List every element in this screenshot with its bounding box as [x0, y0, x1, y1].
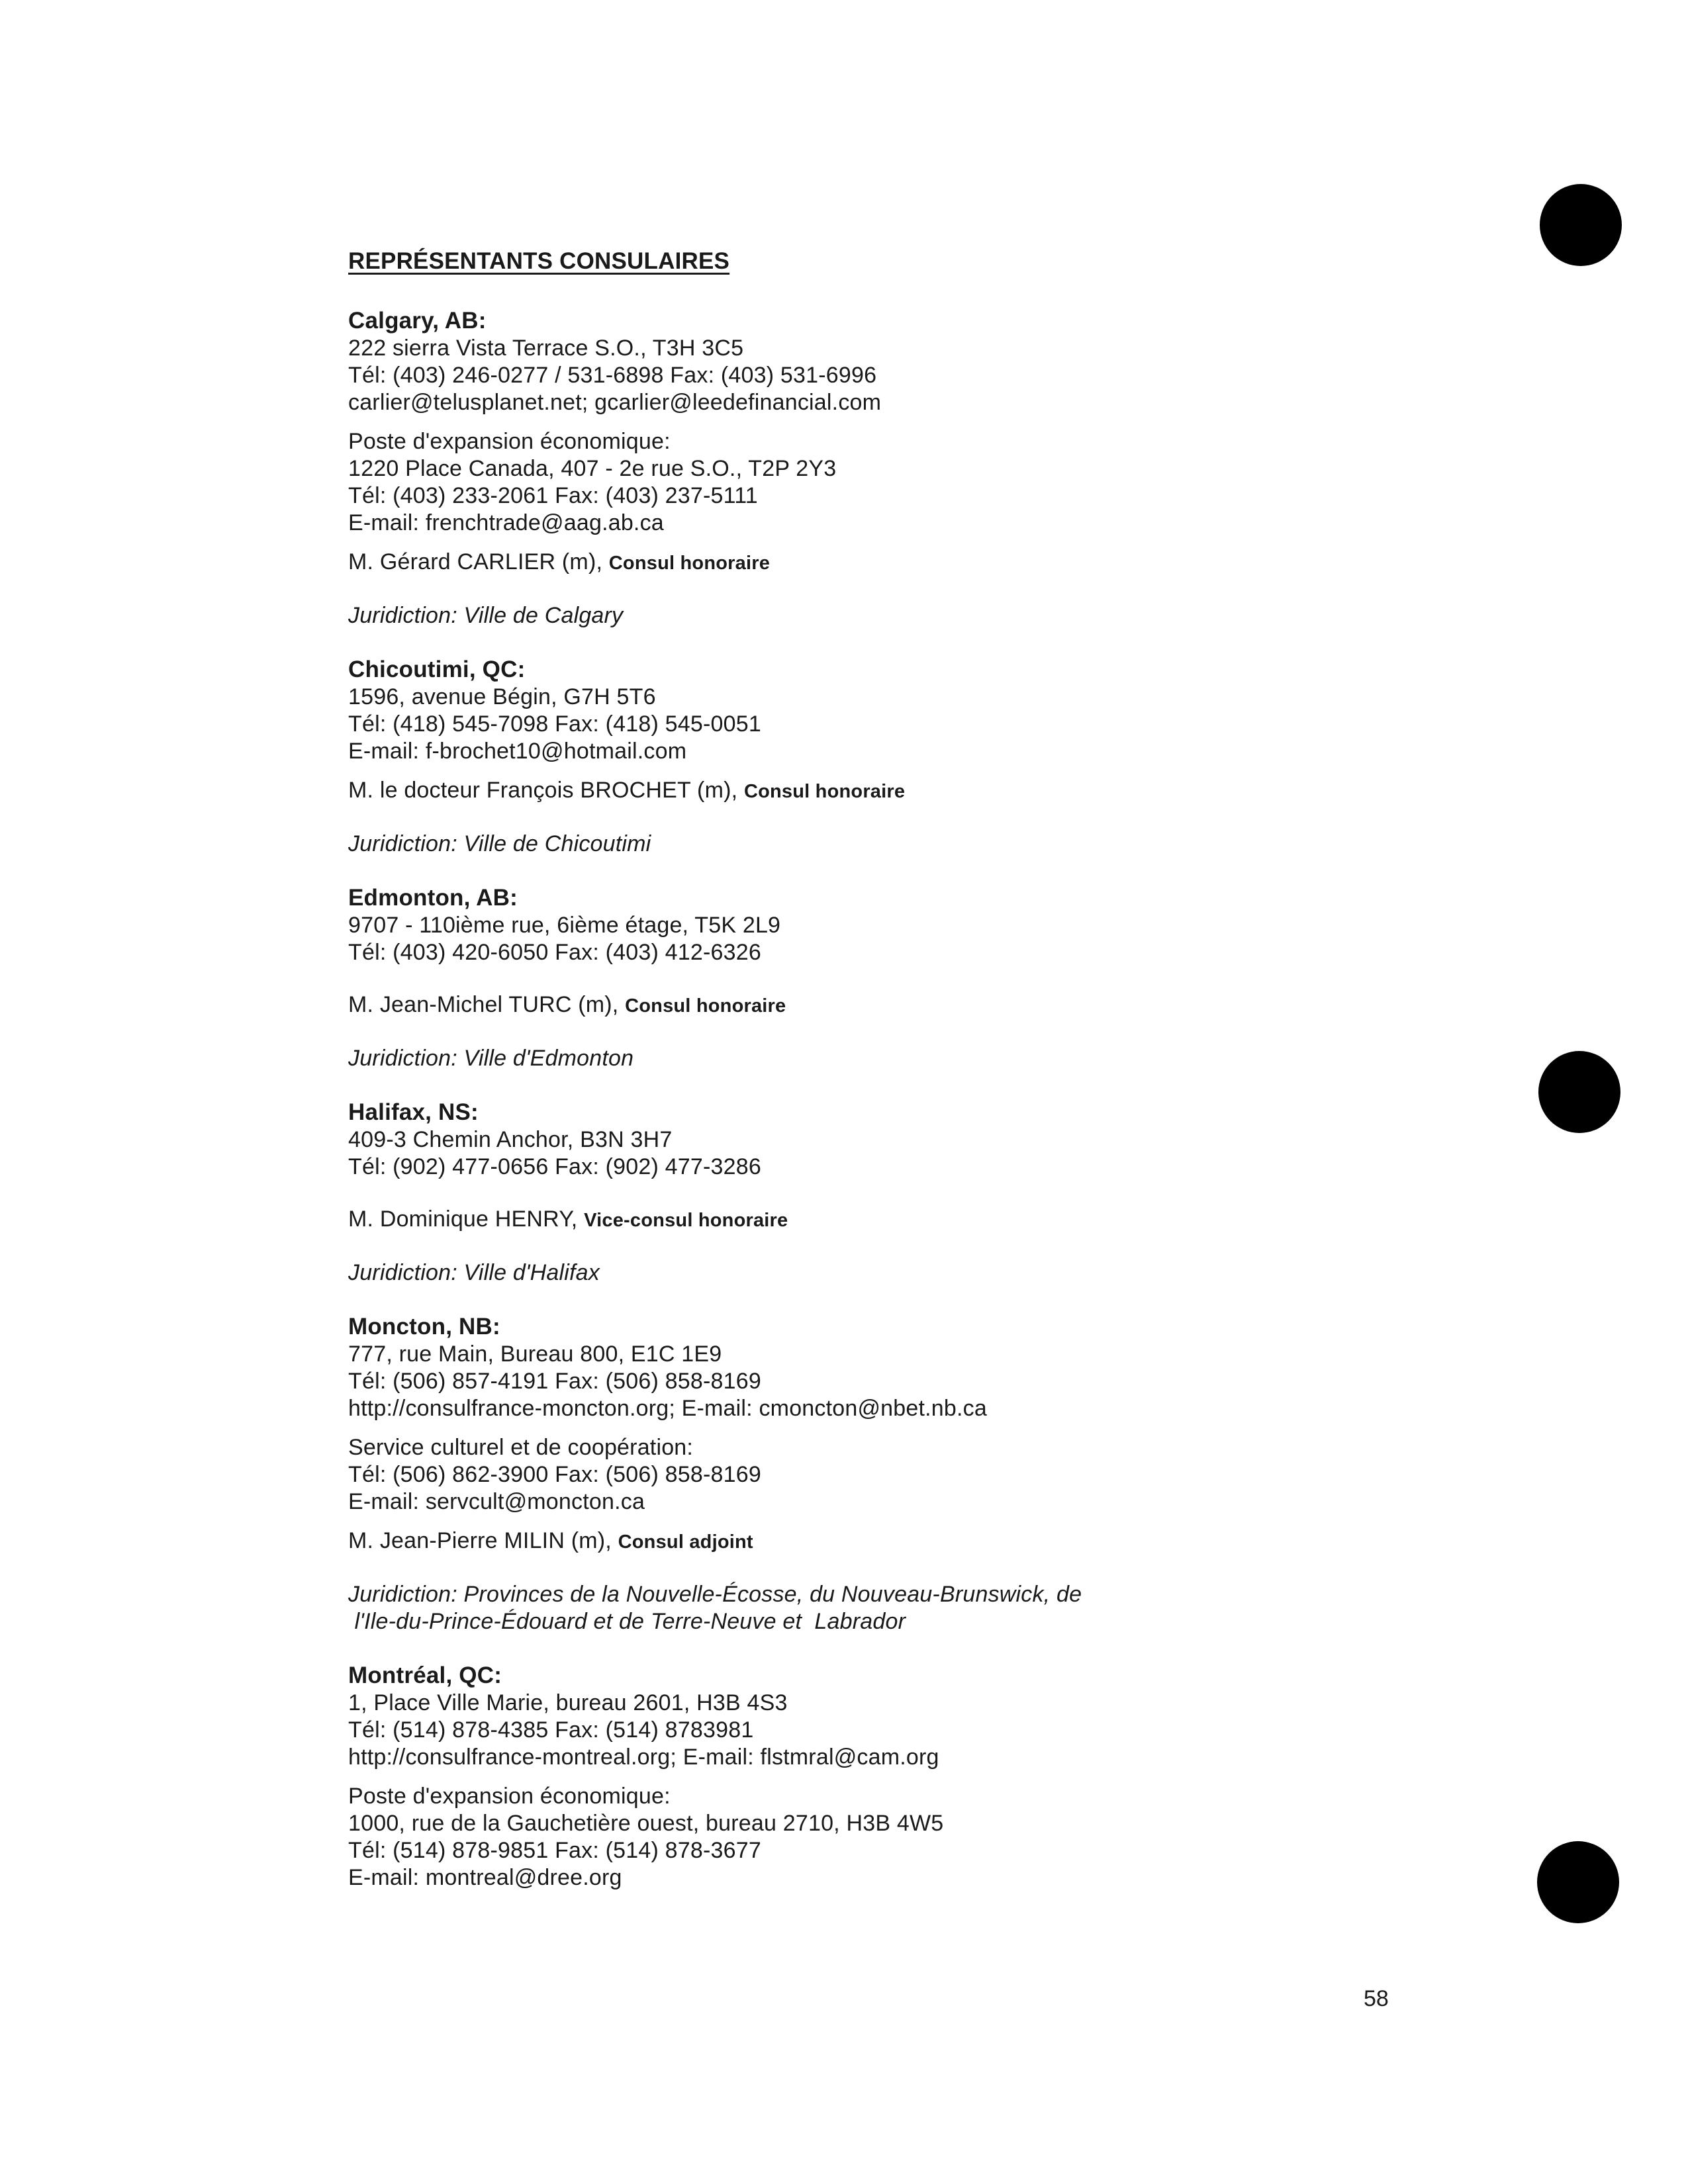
office-label: Poste d'expansion économique: [348, 429, 671, 454]
representative [348, 549, 1606, 577]
phone-line: Tél: (506) 857-4191 Fax: (506) 858-8169 [348, 1369, 761, 1394]
representative [348, 991, 1606, 1020]
address-line: 1, Place Ville Marie, bureau 2601, H3B 4S3 [348, 1690, 788, 1715]
city-heading: Calgary, AB: [348, 308, 487, 334]
representative [348, 777, 1606, 805]
jurisdiction [348, 1581, 1606, 1635]
jurisdiction: Juridiction: Ville de Calgary [348, 603, 624, 628]
representative [348, 1527, 1606, 1556]
representative-name: M. le docteur François BROCHET (m), [348, 778, 738, 803]
entry-chicoutimi [348, 656, 1606, 858]
office-address: 1000, rue de la Gauchetière ouest, bureau 2710, H3B 4W5 [348, 1811, 944, 1836]
address-line: 1596, avenue Bégin, G7H 5T6 [348, 684, 656, 709]
city-heading: Edmonton, AB: [348, 885, 518, 911]
email-line: carlier@telusplanet.net; gcarlier@leedefinancial.com [348, 390, 882, 415]
jurisdiction: Juridiction: Ville d'Edmonton [348, 1046, 634, 1071]
phone-line: Tél: (902) 477-0656 Fax: (902) 477-3286 [348, 1154, 761, 1179]
office-address: 1220 Place Canada, 407 - 2e rue S.O., T2P 2Y3 [348, 456, 837, 481]
office-email: E-mail: servcult@moncton.ca [348, 1489, 645, 1514]
city-heading: Chicoutimi, QC: [348, 657, 526, 682]
address-line: 9707 - 110ième rue, 6ième étage, T5K 2L9 [348, 913, 781, 938]
entry-moncton [348, 1313, 1606, 1635]
representative [348, 1206, 1606, 1234]
representative-name: M. Jean-Michel TURC (m), [348, 992, 619, 1017]
representative-role: Consul honoraire [608, 553, 771, 574]
entry-calgary [348, 307, 1606, 629]
web-email-line: http://consulfrance-moncton.org; E-mail: cmoncton@nbet.nb.ca [348, 1396, 987, 1421]
jurisdiction-line-1: Juridiction: Provinces de la Nouvelle-Écosse, du Nouveau-Brunswick, de [348, 1582, 1082, 1607]
representative-role: Vice-consul honoraire [584, 1210, 788, 1231]
office-phone: Tél: (403) 233-2061 Fax: (403) 237-5111 [348, 483, 758, 508]
address-line: 222 sierra Vista Terrace S.O., T3H 3C5 [348, 336, 744, 361]
representative-name: M. Jean-Pierre MILIN (m), [348, 1528, 612, 1553]
office-label: Service culturel et de coopération: [348, 1435, 694, 1460]
secondary-office [348, 428, 1606, 537]
phone-line: Tél: (418) 545-7098 Fax: (418) 545-0051 [348, 711, 761, 737]
city-heading: Montréal, QC: [348, 1662, 502, 1688]
office-label: Poste d'expansion économique: [348, 1784, 671, 1809]
jurisdiction: Juridiction: Ville de Chicoutimi [348, 831, 651, 856]
jurisdiction: Juridiction: Ville d'Halifax [348, 1260, 600, 1285]
address-line: 777, rue Main, Bureau 800, E1C 1E9 [348, 1342, 722, 1367]
city-heading: Halifax, NS: [348, 1099, 479, 1125]
entry-halifax [348, 1099, 1606, 1287]
email-line: E-mail: f-brochet10@hotmail.com [348, 739, 687, 764]
secondary-office [348, 1434, 1606, 1516]
phone-line: Tél: (514) 878-4385 Fax: (514) 8783981 [348, 1717, 754, 1743]
office-email: E-mail: montreal@dree.org [348, 1865, 622, 1890]
office-phone: Tél: (514) 878-9851 Fax: (514) 878-3677 [348, 1838, 761, 1863]
city-heading: Moncton, NB: [348, 1314, 500, 1340]
representative-role: Consul adjoint [618, 1531, 753, 1553]
representative-role: Consul honoraire [743, 781, 906, 802]
representative-name: M. Dominique HENRY, [348, 1206, 578, 1232]
secondary-office [348, 1783, 1606, 1891]
representative-name: M. Gérard CARLIER (m), [348, 549, 603, 574]
document-body [348, 246, 1606, 1918]
office-phone: Tél: (506) 862-3900 Fax: (506) 858-8169 [348, 1462, 761, 1487]
entry-montreal [348, 1662, 1606, 1891]
office-email: E-mail: frenchtrade@aag.ab.ca [348, 510, 664, 535]
phone-line: Tél: (403) 246-0277 / 531-6898 Fax: (403) 531-6996 [348, 363, 877, 388]
jurisdiction-line-2: l'Ile-du-Prince-Édouard et de Terre-Neuve et Labrador [348, 1609, 906, 1634]
address-line: 409-3 Chemin Anchor, B3N 3H7 [348, 1127, 673, 1152]
phone-line: Tél: (403) 420-6050 Fax: (403) 412-6326 [348, 940, 761, 965]
representative-role: Consul honoraire [625, 995, 786, 1017]
page-number: 58 [1364, 1986, 1389, 2011]
web-email-line: http://consulfrance-montreal.org; E-mail: flstmral@cam.org [348, 1745, 939, 1770]
page-heading: REPRÉSENTANTS CONSULAIRES [348, 248, 730, 274]
entry-edmonton [348, 884, 1606, 1072]
